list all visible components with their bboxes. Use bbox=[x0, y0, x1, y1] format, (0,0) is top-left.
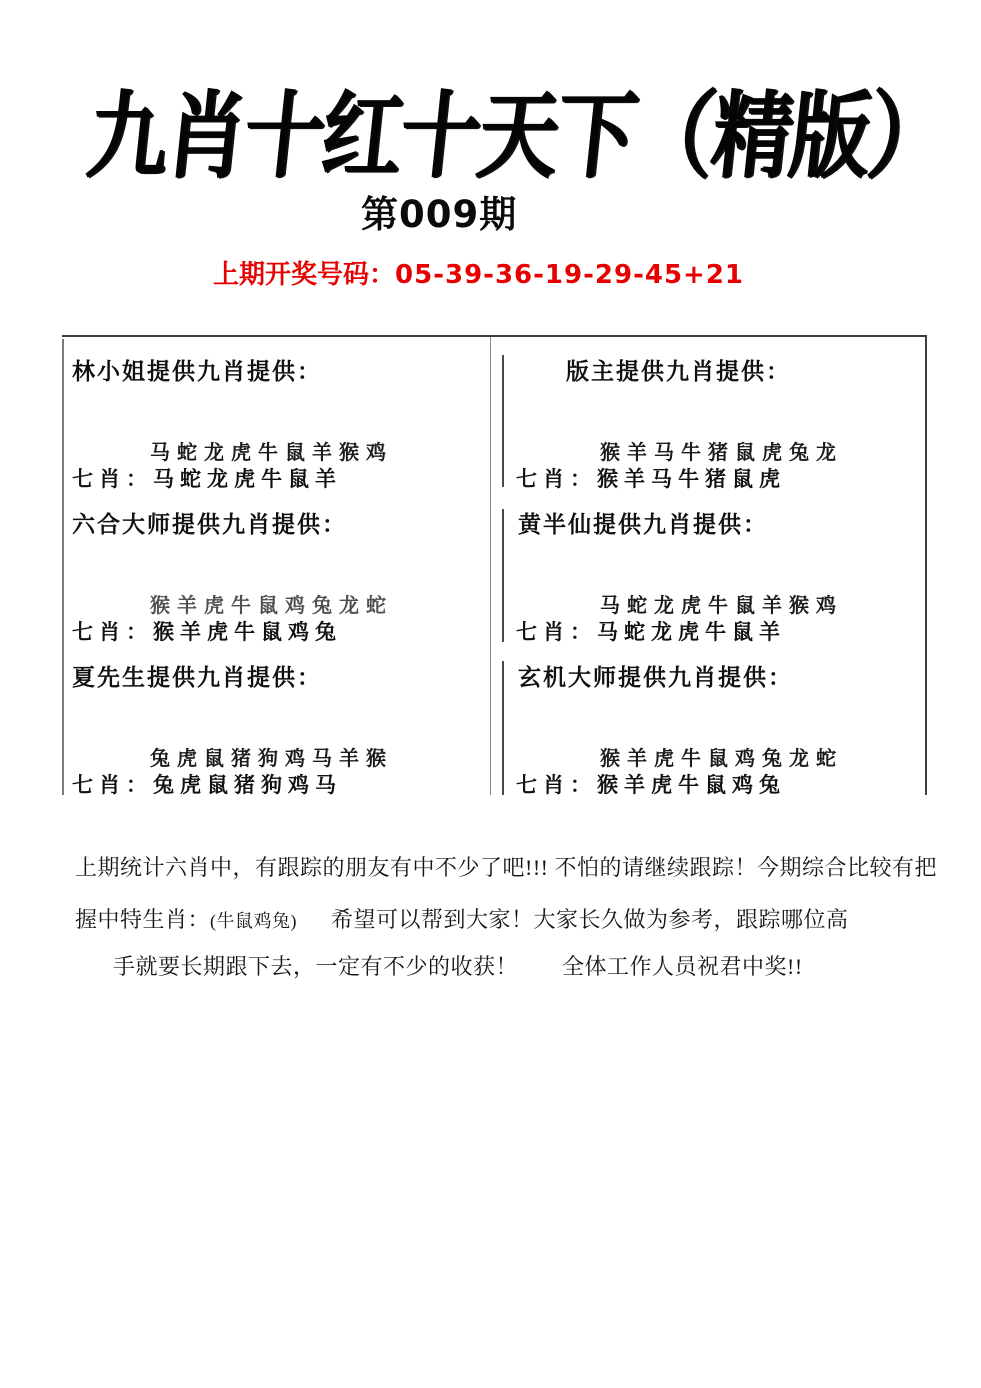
last-draw-line bbox=[213, 254, 744, 291]
table-center-divider-thin bbox=[490, 337, 491, 795]
provider-header: 六合大师提供九肖提供： bbox=[72, 512, 347, 537]
nine-zodiac-line: 猴羊马牛猪鼠虎兔龙 bbox=[600, 442, 843, 464]
seven-zodiac-line: 七肖：猴羊虎牛鼠鸡兔 bbox=[516, 773, 786, 797]
nine-zodiac-line: 猴羊虎牛鼠鸡兔龙蛇 bbox=[150, 595, 393, 617]
table-right-border bbox=[925, 337, 927, 795]
seven-zodiac-line: 七肖：马蛇龙虎牛鼠羊 bbox=[72, 467, 342, 491]
table-center-divider-segment bbox=[502, 509, 504, 642]
seven-zodiac-line: 七肖：兔虎鼠猪狗鸡马 bbox=[72, 773, 342, 797]
nine-zodiac-line: 猴羊虎牛鼠鸡兔龙蛇 bbox=[600, 748, 843, 770]
footer-line-2-prefix: 握中特生肖： bbox=[75, 907, 211, 932]
last-draw-numbers: 05-39-36-19-29-45+21 bbox=[395, 260, 745, 290]
nine-zodiac-line: 兔虎鼠猪狗鸡马羊猴 bbox=[150, 748, 393, 770]
nine-zodiac-line: 马蛇龙虎牛鼠羊猴鸡 bbox=[600, 595, 843, 617]
tips-table bbox=[62, 335, 927, 795]
table-center-divider-segment bbox=[502, 355, 504, 487]
tip-cell-huangbanxian bbox=[508, 490, 921, 643]
tip-cell-banzhu bbox=[508, 337, 921, 490]
issue-number: 第009期 bbox=[361, 193, 518, 236]
table-left-border bbox=[62, 339, 64, 795]
tip-cell-xiaxiansheng bbox=[66, 643, 486, 796]
provider-header: 林小姐提供九肖提供： bbox=[72, 359, 322, 384]
provider-header: 版主提供九肖提供： bbox=[566, 359, 791, 384]
tip-cell-xuanjidashi bbox=[508, 643, 921, 796]
provider-header: 夏先生提供九肖提供： bbox=[72, 665, 322, 690]
tip-cell-linxiaojie bbox=[66, 337, 486, 490]
footer-line-3-part1: 手就要长期跟下去，一定有不少的收获！ bbox=[113, 954, 519, 979]
footer-special-zodiac: (牛鼠鸡兔) bbox=[210, 911, 298, 931]
seven-zodiac-line: 七肖：猴羊虎牛鼠鸡兔 bbox=[72, 620, 342, 644]
footer-line-3 bbox=[113, 950, 803, 981]
seven-zodiac-line: 七肖：猴羊马牛猪鼠虎 bbox=[516, 467, 786, 491]
seven-zodiac-line: 七肖：马蛇龙虎牛鼠羊 bbox=[516, 620, 786, 644]
table-center-divider-segment bbox=[502, 661, 504, 795]
footer-line-2 bbox=[75, 903, 849, 934]
footer-line-3-part2: 全体工作人员祝君中奖!! bbox=[562, 954, 803, 979]
last-draw-label: 上期开奖号码： bbox=[213, 260, 396, 290]
banner-title: 九肖十红十天下（精版） bbox=[82, 81, 952, 191]
nine-zodiac-line: 马蛇龙虎牛鼠羊猴鸡 bbox=[150, 442, 393, 464]
footer-line-1: 上期统计六肖中，有跟踪的朋友有中不少了吧!!! 不怕的请继续跟踪！今期综合比较有把 bbox=[75, 855, 937, 880]
footer-line-2-suffix: 希望可以帮到大家！大家长久做为参考，跟踪哪位高 bbox=[331, 907, 849, 932]
tip-cell-liuhedashi bbox=[66, 490, 486, 643]
provider-header: 黄半仙提供九肖提供： bbox=[518, 512, 768, 537]
provider-header: 玄机大师提供九肖提供： bbox=[518, 665, 793, 690]
